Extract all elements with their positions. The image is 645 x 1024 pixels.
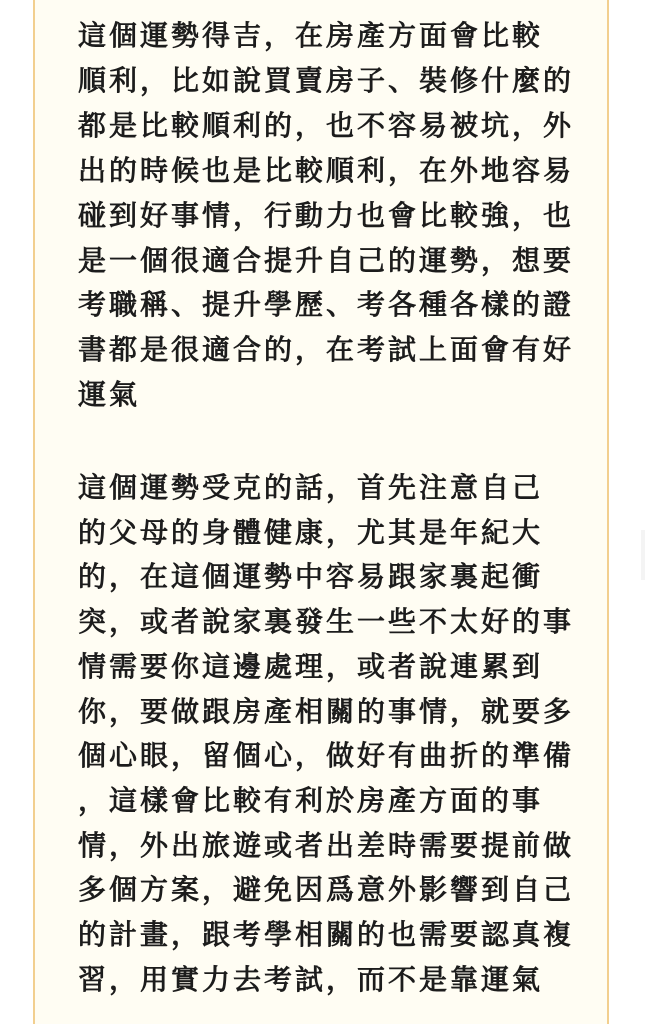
scrollbar-hint xyxy=(641,530,645,580)
paragraph-1: 這個運勢得吉，在房產方面會比較 順利，比如說買賣房子、裝修什麼的 都是比較順利的，也不容易被坑，外 出的時候也是比較順利，在外地容易 碰到好事情，行動力也會比較強，也 是一個很適合提升自己的運勢，想要 考職稱、提升學歷、考各種各樣的證 書都是很適合的，在考試上面會有好 運氣 xyxy=(78,19,575,412)
paragraph-2: 這個運勢受克的話，首先注意自己 的父母的身體健康，尤其是年紀大 的，在這個運勢中容易跟家裏起衝 突，或者說家裏發生一些不太好的事 情需要你這邊處理，或者說連累到 你，要做跟房產相關的事情，就要多 個心眼，留個心，做好有曲折的準備 ，這樣會比較有利於房產方面的事 情，外出旅遊或者出差時需要提前做 多個方案，避免因爲意外影響到自己 的計畫，跟考學相關的也需要認真複 習，用實力去考試，而不是靠運氣 xyxy=(78,471,575,996)
article-card xyxy=(33,0,609,1024)
